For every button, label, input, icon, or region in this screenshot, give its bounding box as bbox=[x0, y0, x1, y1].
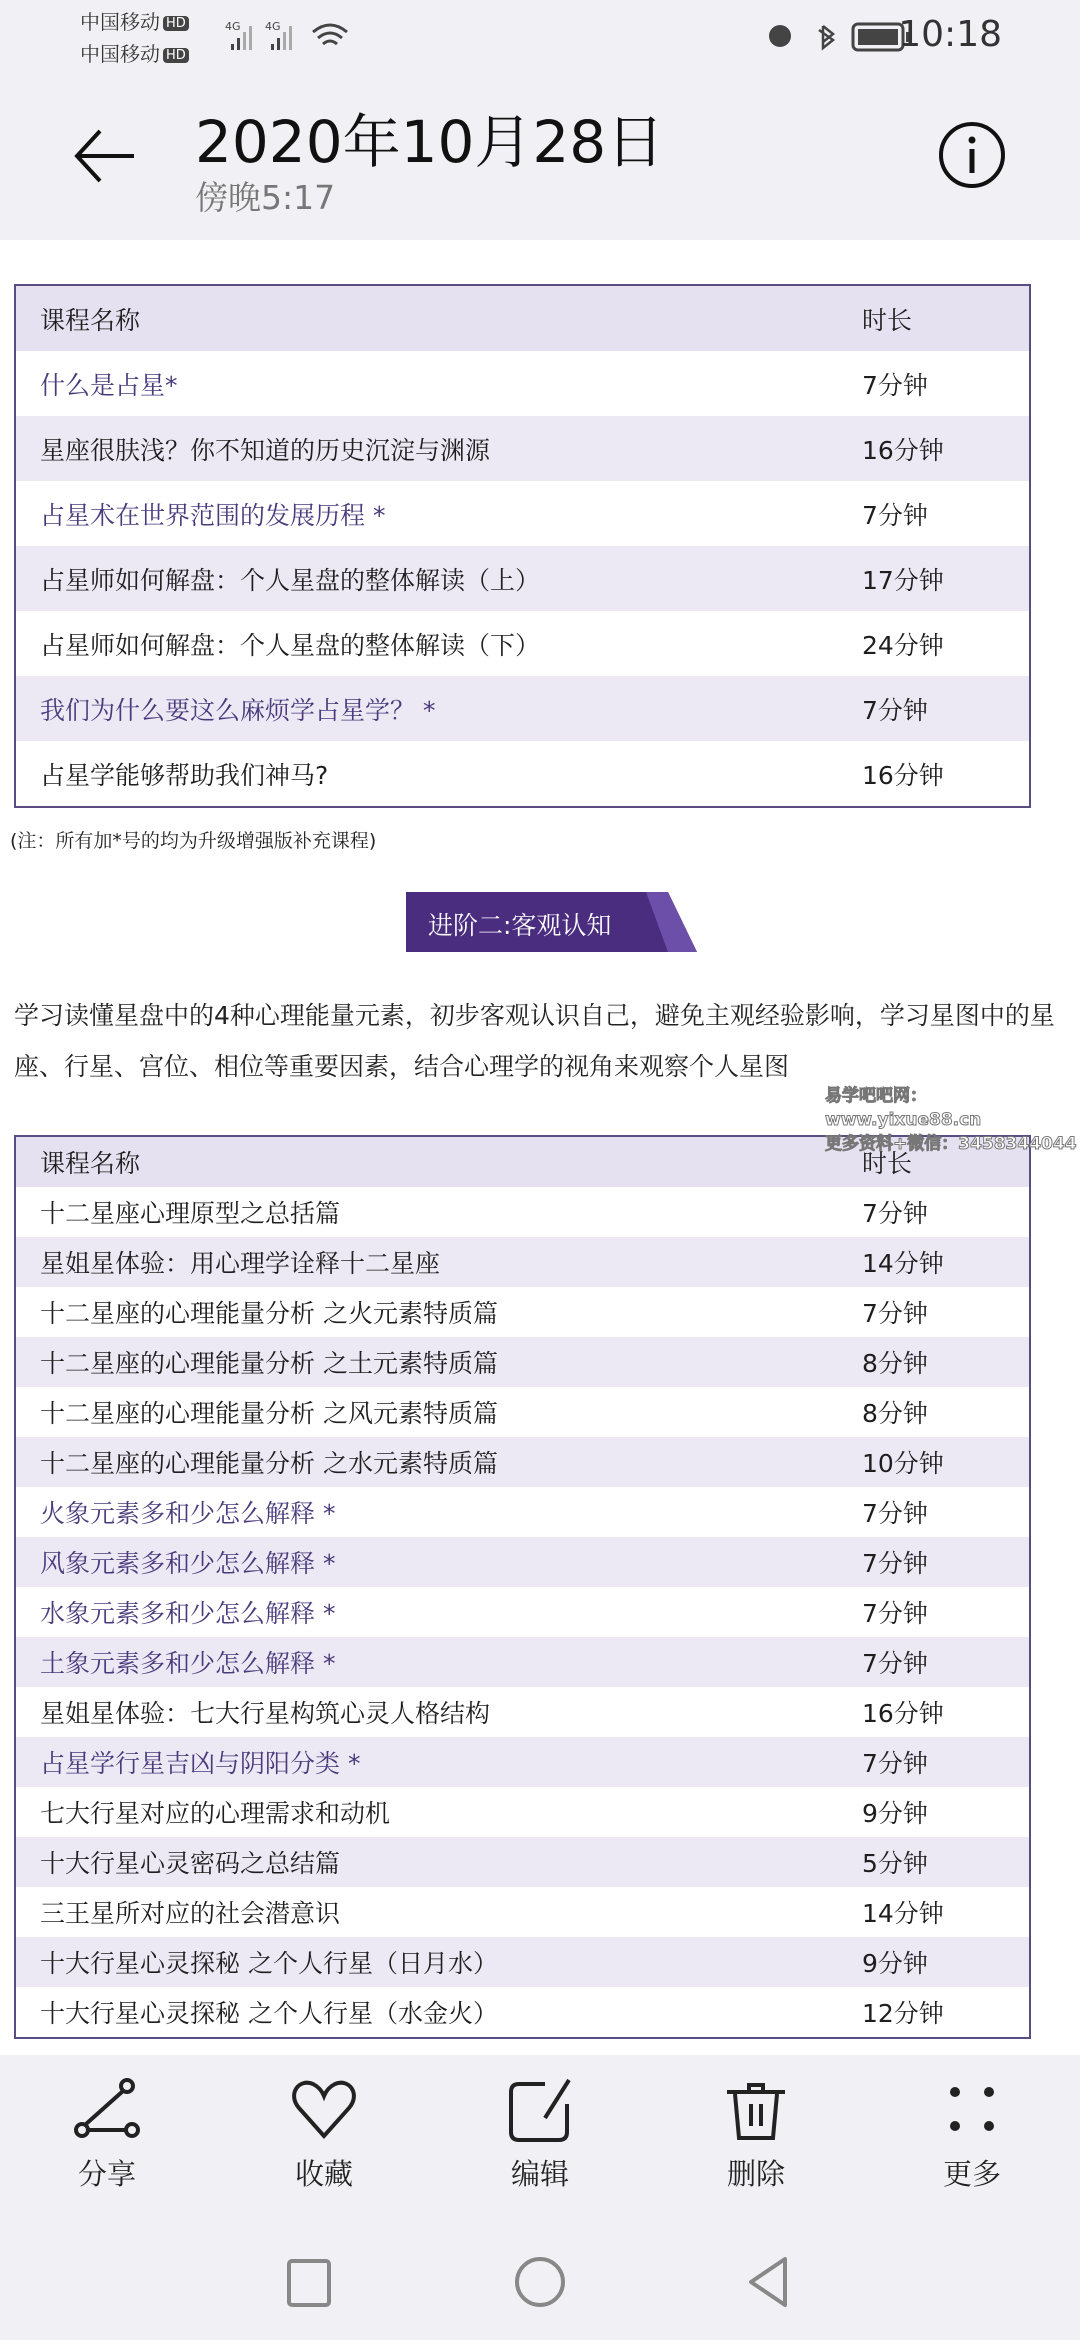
table-row bbox=[16, 1437, 1029, 1487]
course-name: 星座很肤浅？你不知道的历史沉淀与渊源 bbox=[40, 435, 491, 465]
course-name: 占星学能够帮助我们神马? bbox=[40, 760, 329, 790]
info-icon[interactable] bbox=[937, 120, 1007, 190]
course-name: 占星术在世界范围的发展历程 * bbox=[40, 500, 386, 530]
course-duration: 9分钟 bbox=[862, 1799, 928, 1828]
table-row bbox=[16, 611, 1029, 676]
table-row bbox=[16, 351, 1029, 416]
section-description: 学习读懂星盘中的4种心理能量元素，初步客观认识自己，避免主观经验影响，学习星图中的星座、行星、宫位、相位等重要因素，结合心理学的视角来观察个人星图 bbox=[14, 1001, 1055, 1081]
delete-button[interactable] bbox=[686, 2078, 826, 2193]
home-icon[interactable] bbox=[513, 2255, 567, 2309]
course-name: 星姐星体验：七大行星构筑心灵人格结构 bbox=[40, 1699, 491, 1728]
note-date-title: 2020年10月28日 bbox=[195, 108, 665, 176]
share-icon bbox=[72, 2078, 142, 2142]
header-duration: 时长 bbox=[862, 1149, 913, 1178]
watermark-line-1: 易学吧吧网：www.yixue88.cn bbox=[825, 1086, 982, 1130]
course-name: 七大行星对应的心理需求和动机 bbox=[40, 1799, 391, 1828]
heart-icon bbox=[289, 2078, 359, 2142]
table-row bbox=[16, 1737, 1029, 1787]
table-row bbox=[16, 1687, 1029, 1737]
course-name: 十二星座心理原型之总括篇 bbox=[40, 1199, 341, 1228]
table-row bbox=[16, 416, 1029, 481]
hd-badge: HD bbox=[163, 16, 189, 31]
course-name: 十二星座的心理能量分析 之土元素特质篇 bbox=[40, 1349, 498, 1378]
clock: 10:18 bbox=[898, 14, 1002, 55]
carrier-1 bbox=[80, 6, 189, 35]
favorite-button[interactable] bbox=[254, 2078, 394, 2193]
share-button[interactable] bbox=[37, 2078, 177, 2193]
table-row bbox=[16, 1987, 1029, 2037]
course-name: 什么是占星* bbox=[40, 370, 178, 400]
section-banner bbox=[406, 892, 697, 952]
course-duration: 9分钟 bbox=[862, 1949, 928, 1978]
signal-wifi-icon bbox=[225, 18, 365, 54]
course-duration: 7分钟 bbox=[862, 695, 928, 725]
table-row bbox=[16, 1237, 1029, 1287]
delete-label: 删除 bbox=[726, 2157, 785, 2191]
course-duration: 7分钟 bbox=[862, 1549, 928, 1578]
course-duration: 8分钟 bbox=[862, 1399, 928, 1428]
course-name: 占星学行星吉凶与阴阳分类 * bbox=[40, 1749, 361, 1778]
carrier-2 bbox=[80, 38, 189, 67]
course-duration: 8分钟 bbox=[862, 1349, 928, 1378]
edit-icon bbox=[505, 2078, 575, 2142]
header-course-name: 课程名称 bbox=[40, 305, 141, 335]
svg-text:4G: 4G bbox=[265, 20, 281, 33]
table-row bbox=[16, 1487, 1029, 1537]
table-row bbox=[16, 481, 1029, 546]
favorite-label: 收藏 bbox=[294, 2157, 353, 2191]
note-time-subtitle: 傍晚5:17 bbox=[195, 178, 336, 217]
table-row bbox=[16, 1287, 1029, 1337]
course-name: 我们为什么要这么麻烦学占星学？ * bbox=[40, 695, 436, 725]
course-name: 水象元素多和少怎么解释 * bbox=[40, 1599, 336, 1628]
course-duration: 16分钟 bbox=[862, 760, 944, 790]
course-duration: 7分钟 bbox=[862, 1749, 928, 1778]
table-header-row bbox=[16, 286, 1029, 351]
table-row bbox=[16, 1537, 1029, 1587]
header-duration: 时长 bbox=[862, 305, 913, 335]
course-name: 十大行星心灵密码之总结篇 bbox=[40, 1849, 341, 1878]
share-label: 分享 bbox=[77, 2157, 136, 2191]
course-duration: 5分钟 bbox=[862, 1849, 928, 1878]
course-name: 三王星所对应的社会潜意识 bbox=[40, 1899, 341, 1928]
watermark bbox=[825, 1084, 1080, 1156]
more-dots-icon bbox=[937, 2078, 1007, 2142]
back-nav-icon[interactable] bbox=[745, 2255, 795, 2309]
course-name: 十二星座的心理能量分析 之火元素特质篇 bbox=[40, 1299, 498, 1328]
carrier-2-label: 中国移动 bbox=[80, 42, 160, 66]
status-bar bbox=[0, 0, 1080, 80]
recent-apps-icon[interactable] bbox=[285, 2258, 335, 2308]
back-arrow-icon[interactable] bbox=[72, 125, 142, 187]
course-name: 十大行星心灵探秘 之个人行星（日月水） bbox=[40, 1949, 498, 1978]
course-table-2 bbox=[14, 1135, 1031, 2039]
header-course-name: 课程名称 bbox=[40, 1149, 141, 1178]
table-row bbox=[16, 1187, 1029, 1237]
table-row bbox=[16, 1637, 1029, 1687]
course-duration: 24分钟 bbox=[862, 630, 944, 660]
course-duration: 14分钟 bbox=[862, 1899, 944, 1928]
carrier-1-label: 中国移动 bbox=[80, 10, 160, 34]
course-duration: 7分钟 bbox=[862, 1599, 928, 1628]
more-label: 更多 bbox=[942, 2157, 1001, 2191]
course-name: 土象元素多和少怎么解释 * bbox=[40, 1649, 336, 1678]
course-duration: 7分钟 bbox=[862, 1499, 928, 1528]
course-duration: 7分钟 bbox=[862, 500, 928, 530]
section-banner-label: 进阶二:客观认知 bbox=[428, 911, 612, 940]
watermark-line-2: 更多资料+微信：3458344044 bbox=[825, 1134, 1077, 1154]
table-row bbox=[16, 1337, 1029, 1387]
course-name: 星姐星体验：用心理学诠释十二星座 bbox=[40, 1249, 441, 1278]
footnote: (注：所有加*号的均为升级增强版补充课程) bbox=[10, 830, 377, 852]
course-duration: 10分钟 bbox=[862, 1449, 944, 1478]
course-duration: 14分钟 bbox=[862, 1249, 944, 1278]
table-row bbox=[16, 546, 1029, 611]
more-button[interactable] bbox=[902, 2078, 1042, 2193]
course-name: 十二星座的心理能量分析 之水元素特质篇 bbox=[40, 1449, 498, 1478]
table-row bbox=[16, 1587, 1029, 1637]
table-row bbox=[16, 1937, 1029, 1987]
course-name: 占星师如何解盘：个人星盘的整体解读（上） bbox=[40, 565, 541, 595]
course-name: 十大行星心灵探秘 之个人行星（水金火） bbox=[40, 1999, 498, 2028]
course-name: 火象元素多和少怎么解释 * bbox=[40, 1499, 336, 1528]
course-duration: 7分钟 bbox=[862, 1199, 928, 1228]
course-name: 占星师如何解盘：个人星盘的整体解读（下） bbox=[40, 630, 541, 660]
trash-icon bbox=[721, 2078, 791, 2142]
table-row bbox=[16, 676, 1029, 741]
table-row bbox=[16, 1387, 1029, 1437]
edit-button[interactable] bbox=[470, 2078, 610, 2193]
table-row bbox=[16, 1887, 1029, 1937]
course-duration: 17分钟 bbox=[862, 565, 944, 595]
hd-badge: HD bbox=[163, 48, 189, 63]
svg-text:4G: 4G bbox=[225, 20, 241, 33]
course-duration: 7分钟 bbox=[862, 370, 928, 400]
alarm-bluetooth-battery-icons bbox=[765, 18, 915, 54]
course-name: 十二星座的心理能量分析 之风元素特质篇 bbox=[40, 1399, 498, 1428]
course-duration: 12分钟 bbox=[862, 1999, 944, 2028]
table-row bbox=[16, 1787, 1029, 1837]
course-name: 风象元素多和少怎么解释 * bbox=[40, 1549, 336, 1578]
course-duration: 7分钟 bbox=[862, 1649, 928, 1678]
table-row bbox=[16, 741, 1029, 806]
course-duration: 16分钟 bbox=[862, 435, 944, 465]
edit-label: 编辑 bbox=[510, 2157, 569, 2191]
table-row bbox=[16, 1837, 1029, 1887]
course-duration: 16分钟 bbox=[862, 1699, 944, 1728]
course-table-1 bbox=[14, 284, 1031, 808]
course-duration: 7分钟 bbox=[862, 1299, 928, 1328]
